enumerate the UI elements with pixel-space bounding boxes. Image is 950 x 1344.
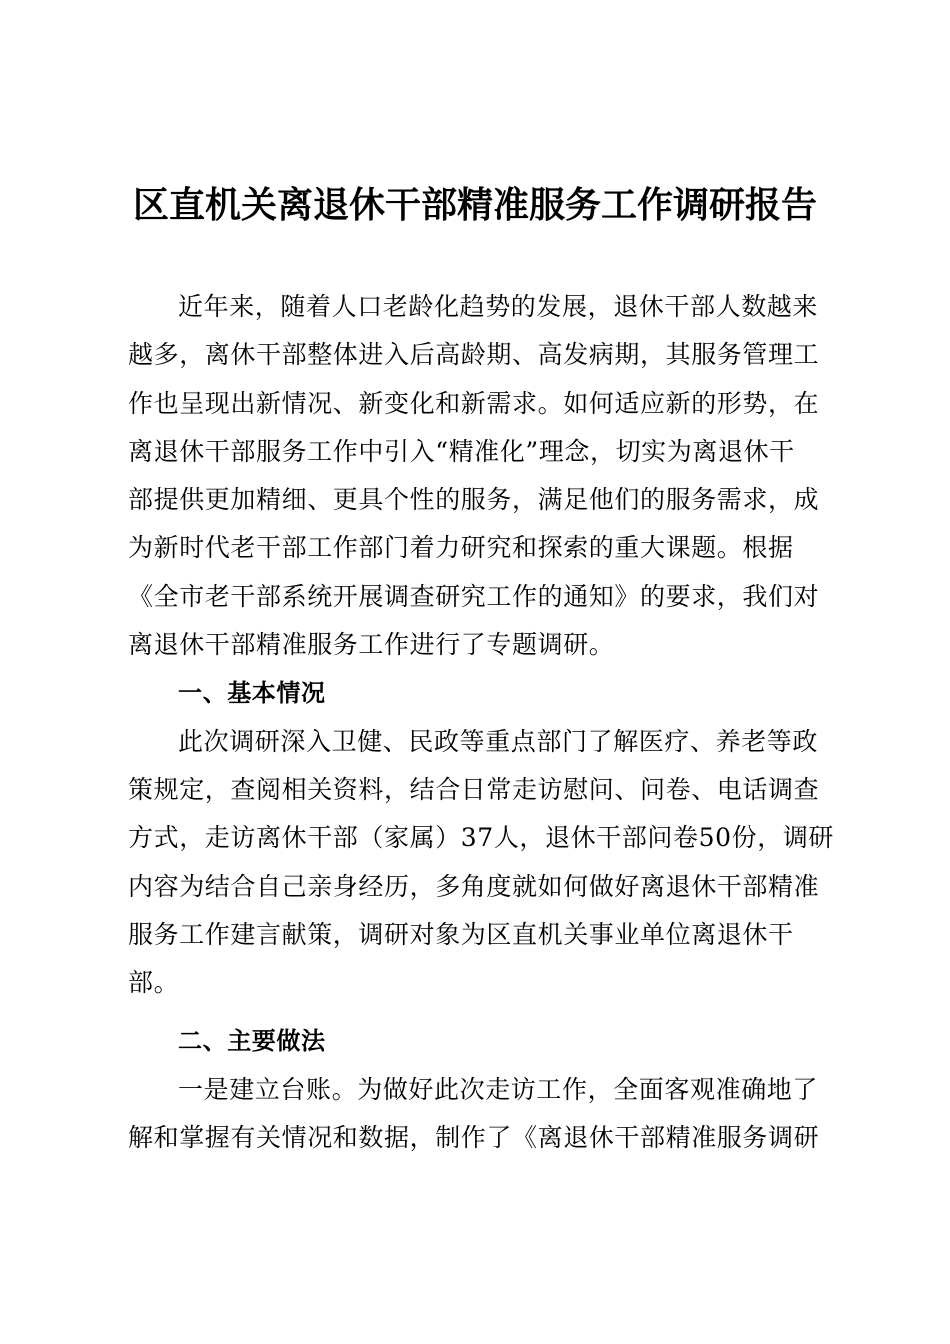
paragraph-line: 内容为结合自己亲身经历，多角度就如何做好离退休干部精准 [128, 871, 820, 901]
paragraph-line: 近年来，随着人口老龄化趋势的发展，退休干部人数越来 [178, 292, 819, 321]
document-title: 区直机关离退休干部精准服务工作调研报告 [132, 184, 817, 226]
paragraph-line: 越多，离休干部整体进入后高龄期、高发病期，其服务管理工 [128, 340, 820, 370]
paragraph-line: 策规定，查阅相关资料，结合日常走访慰问、问卷、电话调查 [128, 774, 820, 804]
paragraph-line: 服务工作建言献策，调研对象为区直机关事业单位离退休干 [128, 919, 794, 949]
paragraph-line: 为新时代老干部工作部门着力研究和探索的重大课题。根据 [128, 533, 794, 563]
paragraph-line: 《全市老干部系统开展调查研究工作的通知》的要求，我们对 [128, 581, 820, 611]
section2-paragraph [128, 1066, 828, 1163]
paragraph-line: 部提供更加精细、更具个性的服务，满足他们的服务需求，成 [128, 485, 820, 515]
paragraph-line: 此次调研深入卫健、民政等重点部门了解医疗、养老等政 [178, 726, 819, 756]
section-heading-main-practices: 二、主要做法 [178, 1027, 326, 1056]
paragraph-line: 方式，走访离休干部（家属）37人，退休干部问卷50份，调研 [128, 823, 835, 853]
paragraph-line: 解和掌握有关情况和数据，制作了《离退休干部精准服务调研 [128, 1123, 820, 1153]
paragraph-line: 一是建立台账。为做好此次走访工作，全面客观准确地了 [178, 1074, 819, 1104]
section1-paragraph [128, 718, 835, 1008]
paragraph-line: 作也呈现出新情况、新变化和新需求。如何适应新的形势，在 [128, 388, 820, 418]
paragraph-line: 部。 [128, 968, 180, 998]
paragraph-line: 离退休干部精准服务工作进行了专题调研。 [128, 630, 615, 660]
section-heading-basic-situation: 一、基本情况 [178, 679, 326, 708]
intro-paragraph [128, 283, 828, 669]
document-body [128, 283, 835, 1162]
paragraph-line: 离退休干部服务工作中引入“精准化”理念，切实为离退休干 [128, 436, 795, 466]
spacer [128, 1007, 828, 1017]
